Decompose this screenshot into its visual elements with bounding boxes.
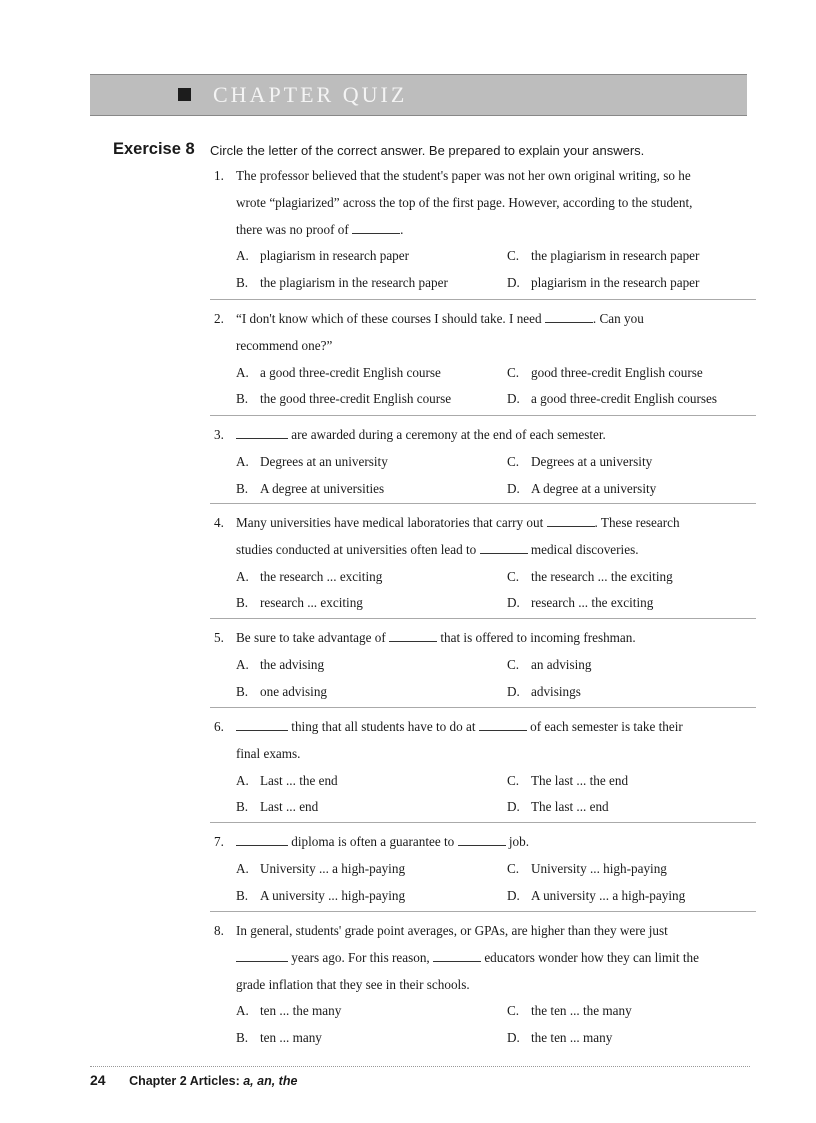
answer-blank	[236, 720, 288, 731]
question-text-segment: . Can you	[592, 311, 644, 326]
page-number: 24	[90, 1072, 106, 1088]
option-letter: C.	[507, 656, 520, 672]
option-d[interactable]	[507, 883, 685, 910]
answer-blank	[236, 951, 288, 962]
question-text-segment: studies conducted at universities often lead to	[236, 541, 480, 557]
question-text-segment: Be sure to take advantage of	[236, 630, 390, 645]
question-text-segment: The professor believed that the student's paper was not her own original writing, so he	[236, 168, 691, 183]
question-text-segment: grade inflation that they see in their schools.	[236, 976, 470, 992]
question-line	[236, 625, 636, 652]
answer-blank	[433, 951, 481, 962]
answer-blank	[352, 223, 400, 234]
option-letter: B.	[236, 683, 249, 699]
option-text: the research ... the exciting	[531, 568, 673, 584]
option-text: Last ... end	[260, 799, 319, 815]
option-text: plagiarism in research paper	[260, 248, 410, 264]
exercise-instructions: Circle the letter of the correct answer. Be prepared to explain your answers.	[210, 143, 645, 158]
question-text-segment: wrote “plagiarized” across the top of the first page. However, according to the student,	[236, 194, 693, 210]
option-b[interactable]	[236, 476, 384, 503]
question-text	[236, 510, 680, 564]
answer-blank	[480, 543, 528, 554]
question-text	[236, 422, 606, 449]
question-line	[236, 918, 699, 945]
option-letter: D.	[507, 1030, 520, 1046]
option-letter: C.	[507, 364, 520, 380]
option-a[interactable]	[236, 564, 382, 591]
option-d[interactable]	[507, 679, 581, 706]
banner-title: CHAPTER QUIZ	[213, 82, 408, 107]
option-letter: B.	[236, 799, 249, 815]
answer-blank	[389, 631, 437, 642]
question-line	[236, 333, 644, 360]
question-number: 7.	[214, 834, 224, 849]
question-separator	[210, 415, 756, 416]
answer-blank	[545, 312, 593, 323]
question-separator	[210, 503, 756, 504]
question-text-segment: of each semester is take their	[526, 719, 683, 734]
question-text-segment: that is offered to incoming freshman.	[437, 630, 636, 645]
option-letter: B.	[236, 595, 249, 611]
question-separator	[210, 822, 756, 823]
question-separator	[210, 299, 756, 300]
question-text	[236, 306, 644, 360]
option-letter: A.	[236, 248, 249, 264]
option-text: plagiarism in the research paper	[531, 275, 700, 291]
option-a[interactable]	[236, 243, 409, 270]
option-d[interactable]	[507, 270, 699, 297]
question-line	[236, 537, 680, 564]
question-number: 6.	[214, 719, 224, 734]
answer-options	[236, 856, 756, 910]
answer-options	[236, 449, 756, 503]
option-c[interactable]	[507, 998, 632, 1025]
option-text: Degrees at an university	[260, 453, 388, 469]
answer-blank	[236, 428, 288, 439]
question-separator	[210, 911, 756, 912]
option-d[interactable]	[507, 794, 609, 821]
answer-options	[236, 564, 756, 618]
question-line	[236, 714, 683, 741]
option-letter: A.	[236, 1003, 249, 1019]
answer-blank	[458, 835, 506, 846]
question-text-segment: there was no proof of	[236, 221, 353, 237]
option-c[interactable]	[507, 243, 699, 270]
option-text: A degree at universities	[260, 480, 385, 496]
option-b[interactable]	[236, 794, 318, 821]
option-text: the ten ... the many	[531, 1003, 632, 1019]
option-text: research ... the exciting	[531, 595, 654, 611]
option-letter: A.	[236, 656, 249, 672]
square-bullet-icon	[178, 88, 191, 101]
option-text: A degree at a university	[531, 480, 657, 496]
answer-blank	[547, 516, 595, 527]
option-a[interactable]	[236, 360, 441, 387]
question-number: 8.	[214, 923, 224, 938]
option-letter: C.	[507, 453, 520, 469]
question-line	[236, 217, 692, 244]
question-text-segment: job.	[505, 834, 530, 849]
option-d[interactable]	[507, 1025, 612, 1052]
option-text: a good three-credit English course	[260, 364, 441, 380]
question-number: 2.	[214, 311, 224, 326]
question-text-segment: thing that all students have to do at	[288, 719, 479, 734]
option-d[interactable]	[507, 386, 717, 413]
option-text: good three-credit English course	[531, 364, 703, 380]
option-b[interactable]	[236, 386, 451, 413]
option-text: the advising	[260, 656, 325, 672]
answer-blank	[236, 835, 288, 846]
option-c[interactable]	[507, 768, 628, 795]
option-text: ten ... many	[260, 1030, 322, 1046]
option-letter: A.	[236, 772, 249, 788]
option-text: the plagiarism in the research paper	[260, 275, 448, 291]
option-letter: D.	[507, 799, 520, 815]
option-letter: A.	[236, 453, 249, 469]
option-c[interactable]	[507, 360, 703, 387]
question-line	[236, 510, 680, 537]
option-letter: A.	[236, 860, 249, 876]
question-number: 1.	[214, 168, 224, 183]
question-line	[236, 741, 683, 768]
answer-options	[236, 768, 756, 822]
option-text: University ... a high-paying	[260, 860, 406, 876]
question-text-segment: diploma is often a guarantee to	[288, 834, 458, 849]
option-text: the good three-credit English course	[260, 391, 452, 407]
option-text: The last ... end	[531, 799, 609, 815]
option-a[interactable]	[236, 856, 405, 883]
page-footer	[90, 1072, 297, 1088]
option-text: the plagiarism in research paper	[531, 248, 700, 264]
option-b[interactable]	[236, 1025, 322, 1052]
option-a[interactable]	[236, 449, 388, 476]
option-d[interactable]	[507, 476, 656, 503]
option-text: University ... high-paying	[531, 860, 667, 876]
question-text-segment: .	[400, 221, 404, 237]
option-letter: C.	[507, 248, 520, 264]
option-letter: C.	[507, 1003, 520, 1019]
option-b[interactable]	[236, 590, 363, 617]
question-number: 5.	[214, 630, 224, 645]
question-separator	[210, 618, 756, 619]
question-line	[236, 829, 529, 856]
exercise-label: Exercise 8	[113, 140, 195, 158]
question-text-segment: “I don't know which of these courses I should take. I need	[236, 311, 545, 326]
question-text-segment: recommend one?”	[236, 337, 333, 353]
option-text: the research ... exciting	[260, 568, 383, 584]
answer-options	[236, 998, 756, 1052]
option-letter: C.	[507, 772, 520, 788]
question-text-segment: medical discoveries.	[527, 541, 639, 557]
question-text	[236, 918, 699, 998]
option-letter: D.	[507, 391, 520, 407]
option-a[interactable]	[236, 768, 338, 795]
option-c[interactable]	[507, 652, 591, 679]
question-text-segment: In general, students' grade point averages, or GPAs, are higher than they were just	[236, 923, 668, 938]
option-d[interactable]	[507, 590, 653, 617]
answer-options	[236, 652, 756, 706]
question-line	[236, 972, 699, 999]
question-separator	[210, 707, 756, 708]
option-a[interactable]	[236, 998, 341, 1025]
option-text: The last ... the end	[531, 772, 629, 788]
question-line	[236, 190, 692, 217]
option-text: research ... exciting	[260, 595, 363, 611]
option-letter: A.	[236, 568, 249, 584]
question-line	[236, 945, 699, 972]
option-text: ten ... the many	[260, 1003, 342, 1019]
option-c[interactable]	[507, 564, 673, 591]
option-text: A university ... a high-paying	[531, 887, 686, 903]
question-line	[236, 422, 606, 449]
option-text: an advising	[531, 656, 592, 672]
option-a[interactable]	[236, 652, 324, 679]
option-letter: C.	[507, 860, 520, 876]
question-text	[236, 829, 529, 856]
option-letter: B.	[236, 887, 249, 903]
answer-options	[236, 360, 756, 414]
chapter-label: Chapter 2 Articles:	[129, 1074, 240, 1088]
option-letter: C.	[507, 568, 520, 584]
option-text: Last ... the end	[260, 772, 338, 788]
option-letter: D.	[507, 595, 520, 611]
question-text	[236, 625, 636, 652]
option-letter: B.	[236, 1030, 249, 1046]
question-text-segment: are awarded during a ceremony at the end of each semester.	[288, 427, 606, 442]
answer-options	[236, 243, 756, 297]
question-text	[236, 714, 683, 768]
option-text: a good three-credit English courses	[531, 391, 718, 407]
option-text: Degrees at a university	[531, 453, 653, 469]
question-text-segment: . These research	[594, 515, 680, 530]
question-text-segment: years ago. For this reason,	[288, 949, 434, 965]
option-letter: D.	[507, 275, 520, 291]
option-text: A university ... high-paying	[260, 887, 406, 903]
question-text-segment: final exams.	[236, 745, 301, 761]
question-text	[236, 163, 692, 243]
option-letter: B.	[236, 391, 249, 407]
question-number: 3.	[214, 427, 224, 442]
option-b[interactable]	[236, 883, 405, 910]
option-letter: D.	[507, 887, 520, 903]
option-b[interactable]	[236, 679, 327, 706]
option-text: advisings	[531, 683, 581, 699]
option-letter: D.	[507, 480, 520, 496]
chapter-topic: a, an, the	[243, 1074, 298, 1088]
option-letter: D.	[507, 683, 520, 699]
option-c[interactable]	[507, 449, 652, 476]
question-line	[236, 163, 692, 190]
option-letter: B.	[236, 275, 249, 291]
answer-blank	[479, 720, 527, 731]
option-c[interactable]	[507, 856, 667, 883]
option-text: one advising	[260, 683, 328, 699]
option-letter: B.	[236, 480, 249, 496]
question-number: 4.	[214, 515, 224, 530]
option-b[interactable]	[236, 270, 448, 297]
chapter-quiz-banner	[90, 74, 747, 116]
footer-rule	[90, 1066, 750, 1067]
question-line	[236, 306, 644, 333]
option-text: the ten ... many	[531, 1030, 613, 1046]
question-text-segment: educators wonder how they can limit the	[481, 949, 699, 965]
option-letter: A.	[236, 364, 249, 380]
question-text-segment: Many universities have medical laboratories that carry out	[236, 515, 547, 530]
